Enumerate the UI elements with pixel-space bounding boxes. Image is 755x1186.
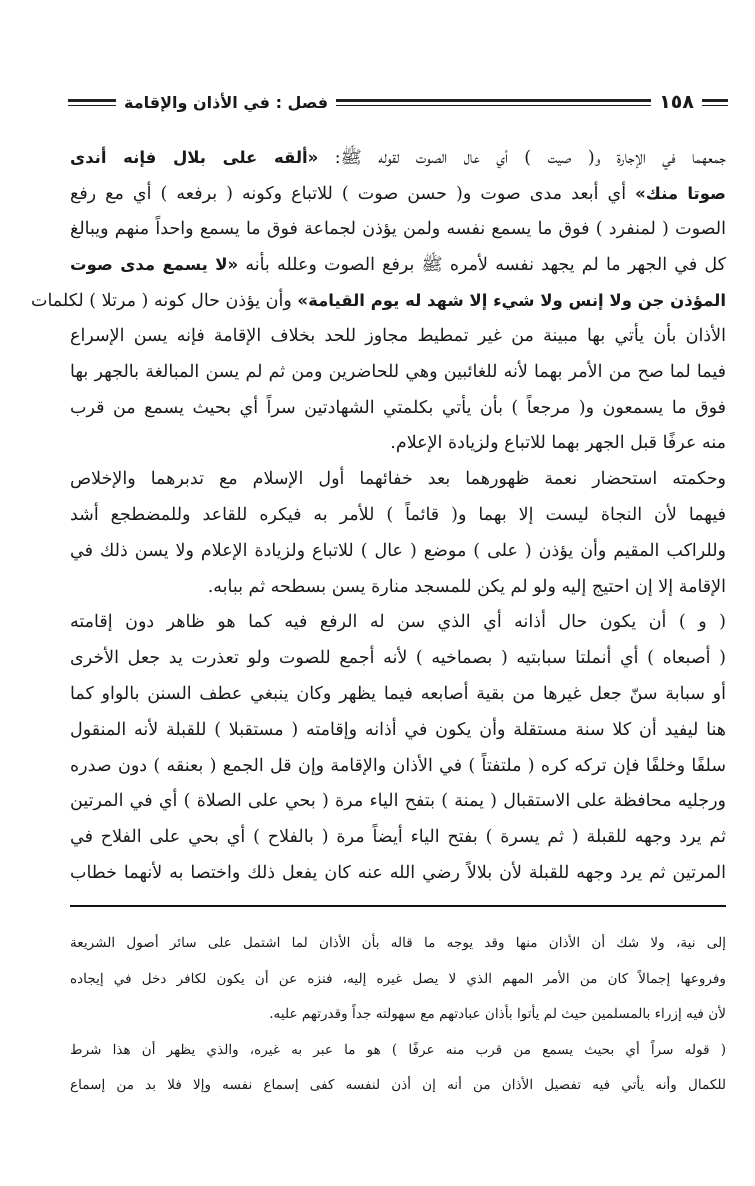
text-line (30, 283, 726, 319)
text-segment: كل في الجهر ما لم يجهد نفسه لأمره ﷺ برفع الصوت وعلله بأنه (238, 255, 726, 276)
text-segment: ثم يرد وجهه للقبلة ( ثم يسرة ) بفتح الياء أيضاً مرة ( بالفلاح ) أي بحي على الفلاح في (70, 827, 726, 848)
text-segment: وحكمته استحضار نعمة ظهورهما بعد خفائهما أول الإسلام مع تدبرهما والإخلاص (70, 469, 726, 490)
text-line (70, 570, 726, 606)
text-segment: الإقامة إلا إن احتيج إليه ولو لم يكن للمسجد منارة يسن بسطحه ثم ببابه. (207, 576, 726, 597)
text-segment: جمعهما في الإجارة و( صيت ) أي عال الصوت لقوله ﷺ: (318, 148, 726, 168)
running-header (68, 90, 728, 114)
text-segment: منه عرفًا قبل الجهر بهما للاتباع ولزيادة الإعلام. (390, 433, 726, 454)
text-segment: الأذان بأن يأتي بها مبينة من غير تمطيط مجاوز للحد بخلاف الإقامة فإنه يسن الإسراع (70, 325, 726, 346)
text-segment: فوق ما يسمعون و( مرجعاً ) بأن يأتي بكلمتي الشهادتين سراً أي بحيث يسمع من قرب (70, 397, 726, 418)
text-line (70, 749, 726, 785)
text-line (70, 426, 726, 462)
header-rule (68, 99, 116, 106)
page-number: ١٥٨ (659, 91, 694, 113)
text-segment: ( أصبعاه ) أي أنملتا سبابتيه ( بصماخيه ) لأنه أجمع للصوت ولو تعذرت يد جعل الأخرى (70, 648, 726, 669)
text-segment: فيما لما صح من الأمر بهما لأنه للغائبين وهي للحاضرين ومن ثم لم يسن المبالغة بالجهر بها (70, 361, 726, 382)
chapter-title: فصل : في الأذان والإقامة (124, 92, 329, 112)
text-line (70, 391, 726, 427)
footnote-line: ( قوله سراً أي بحيث يسمع من قرب منه عرفًا ) هو ما عبر به غيره، والذي يظهر أن هذا شرط (70, 1041, 726, 1058)
hadith-quote: «لا يسمع مدى صوت (70, 255, 239, 275)
text-segment: هنا ليفيد أن كلا سنة مستقلة وأن يكون في أذانه وإقامته ( مستقبلا ) للقبلة لأنه المنقول (70, 719, 726, 740)
main-text (30, 140, 726, 892)
footnote-line: إلى نية، ولا شك أن الأذان منها وقد يوجه ما قاله بأن الأذان لما اشتمل على سائر أصول الشريعة (70, 935, 726, 951)
text-segment: وأن يؤذن حال كونه ( مرتلا ) لكلمات (30, 291, 298, 312)
text-segment: سلفًا وخلفًا فإن تركه كره ( ملتفتاً ) في الأذان والإقامة وإن قل الجمع ( بعنقه ) دون صدره (70, 755, 726, 776)
hadith-quote: صوتا منك» (635, 183, 726, 203)
footnote-line: لأن فيه إزراء بالمسلمين حيث لم يأتوا بأذان عبادتهم مع سهولته جداً وقدرتهم عليه. (269, 1006, 726, 1022)
text-line (70, 140, 726, 176)
text-line (70, 247, 726, 283)
text-segment: وللراكب المقيم وأن يؤذن ( على ) موضع ( عال ) للاتباع ولزيادة الإعلام ولا يسن ذلك في (70, 540, 726, 561)
text-line (70, 605, 726, 641)
text-line (70, 319, 726, 355)
text-segment: فيهما لأن النجاة ليست إلا بهما و( قائماً ) للأمر به فيكره للقاعد وللمضطجع أشد (70, 504, 726, 525)
text-line (70, 462, 726, 498)
hadith-quote: المؤذن جن ولا إنس ولا شيء إلا شهد له يوم القيامة» (297, 291, 726, 311)
text-line (70, 677, 726, 713)
header-rule (702, 99, 728, 106)
text-line (70, 498, 726, 534)
footnotes (70, 926, 726, 1104)
hadith-quote: «ألقه على بلال فإنه أندى (70, 148, 319, 167)
text-line (70, 641, 726, 677)
text-segment: ( و ) أن يكون حال أذانه أي الذي سن له الرفع فيه كما هو ظاهر دون إقامته (70, 612, 726, 633)
text-line (70, 856, 726, 892)
text-line (70, 355, 726, 391)
footnote-line: للكمال وأنه يأتي فيه تفصيل الأذان من أنه إن أذن لنفسه كفى إسماع نفسه وإلا فلا بد من إسماع (70, 1077, 726, 1093)
text-segment: الصوت ( لمنفرد ) فوق ما يسمع نفسه ولمن يؤذن لجماعة فوق ما يسمع واحداً منهم ويبالغ (70, 218, 726, 239)
text-line (70, 713, 726, 749)
text-line (70, 534, 726, 570)
text-line (70, 176, 726, 212)
text-segment: أي أبعد مدى صوت و( حسن صوت ) للاتباع وكونه ( برفعه ) أي مع رفع (70, 183, 636, 204)
text-line (70, 820, 726, 856)
text-line (70, 212, 726, 248)
text-segment: المرتين ثم يرد وجهه للقبلة لأن بلالاً رضي الله عنه كان يفعل ذلك واختصا به لأنهما خطاب (70, 862, 726, 883)
header-rule (336, 99, 651, 106)
footnote-line: وفروعها إجمالاً كان من الأمر المهم الذي لا يصل غيره إليه، فنزه عن أن يكون لكافر دخل في إيجاده (70, 970, 726, 987)
text-segment: ورجليه محافظة على الاستقبال ( يمنة ) بتفح الياء مرة ( بحي على الصلاة ) أي في المرتين (70, 791, 726, 812)
text-segment: أو سبابة سنّ جعل غيرها من بقية أصابعه فيما يظهر وكان ينبغي عطف السنن بالواو كما (70, 683, 726, 704)
text-line (70, 784, 726, 820)
footnote-separator (70, 905, 726, 907)
